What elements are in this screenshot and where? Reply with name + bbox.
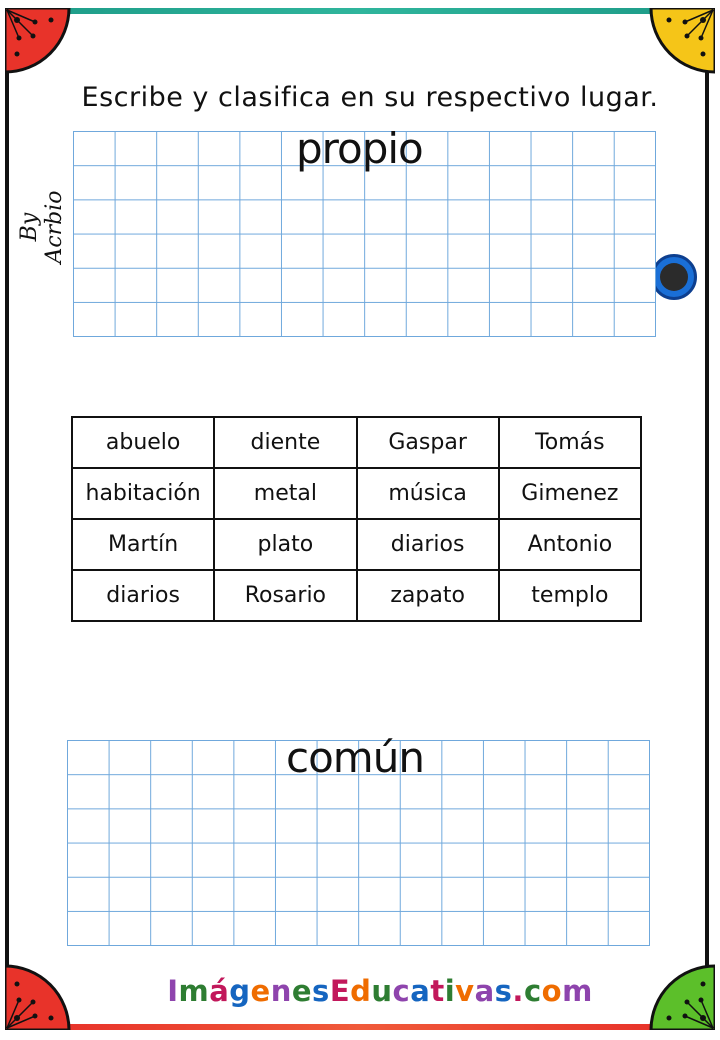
comun-grid-label: común xyxy=(286,733,424,782)
word-cell: Tomás xyxy=(499,417,641,468)
word-cell: Rosario xyxy=(214,570,356,621)
site-watermark xyxy=(0,974,720,1008)
corner-top-right-icon xyxy=(647,8,715,76)
watermark-letter: a xyxy=(474,974,495,1008)
watermark-letter: v xyxy=(455,974,475,1008)
watermark-letter: e xyxy=(250,974,271,1008)
badge-inner-icon xyxy=(660,263,688,291)
watermark-letter: á xyxy=(209,974,230,1008)
pencil-character-badge-icon xyxy=(651,254,697,300)
word-cell: Gaspar xyxy=(357,417,499,468)
word-cell: diarios xyxy=(357,519,499,570)
watermark-letter: a xyxy=(410,974,431,1008)
word-cell: Martín xyxy=(72,519,214,570)
watermark-letter: I xyxy=(167,974,179,1008)
watermark-letter: i xyxy=(444,974,456,1008)
table-row xyxy=(72,570,641,621)
word-cell: templo xyxy=(499,570,641,621)
watermark-letter: u xyxy=(371,974,393,1008)
word-cell: habitación xyxy=(72,468,214,519)
author-signature: By Acrbio xyxy=(17,190,67,264)
word-cell: metal xyxy=(214,468,356,519)
bottom-decorative-bar xyxy=(60,1024,660,1030)
table-row xyxy=(72,468,641,519)
watermark-letter: m xyxy=(562,974,593,1008)
top-decorative-bar xyxy=(60,8,660,14)
watermark-letter: n xyxy=(270,974,292,1008)
word-cell: plato xyxy=(214,519,356,570)
word-cell: Antonio xyxy=(499,519,641,570)
word-bank-table xyxy=(71,416,642,622)
watermark-letter: E xyxy=(329,974,351,1008)
instruction-title: Escribe y clasifica en su respectivo lugar. xyxy=(81,82,659,113)
propio-grid-label: propio xyxy=(296,124,423,173)
word-cell: diarios xyxy=(72,570,214,621)
watermark-letter: s xyxy=(312,974,330,1008)
word-cell: Gimenez xyxy=(499,468,641,519)
watermark-letter: t xyxy=(430,974,445,1008)
word-cell: música xyxy=(357,468,499,519)
watermark-letter: . xyxy=(512,974,524,1008)
watermark-letter: e xyxy=(291,974,313,1008)
corner-top-left-icon xyxy=(5,8,73,76)
watermark-letter: m xyxy=(178,974,210,1008)
table-row xyxy=(72,519,641,570)
watermark-letter: d xyxy=(350,974,372,1008)
word-cell: zapato xyxy=(357,570,499,621)
watermark-letter: c xyxy=(523,974,542,1008)
watermark-letter: s xyxy=(494,974,513,1008)
word-cell: diente xyxy=(214,417,356,468)
word-cell: abuelo xyxy=(72,417,214,468)
table-row xyxy=(72,417,641,468)
watermark-letter: o xyxy=(541,974,563,1008)
watermark-letter: c xyxy=(392,974,411,1008)
watermark-letter: g xyxy=(229,974,251,1008)
